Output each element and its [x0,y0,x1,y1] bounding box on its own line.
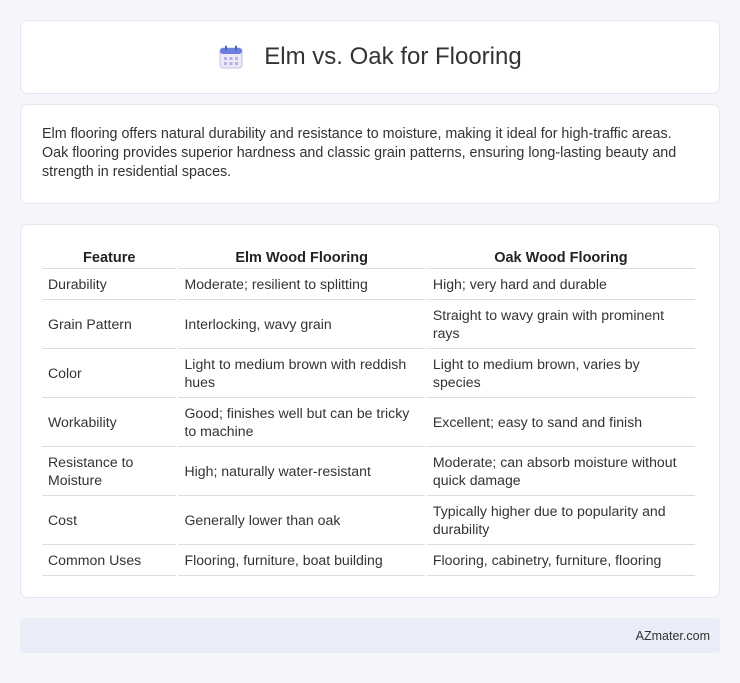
table-cell-feature: Color [42,349,176,398]
footer-brand: AZmater.com [635,628,710,643]
table-row [42,545,695,576]
table-header-row [42,245,695,269]
table-cell-feature: Resistance to Moisture [42,447,176,496]
table-cell-elm: High; naturally water-resistant [178,447,424,496]
table-cell-oak: Moderate; can absorb moisture without quick damage [427,447,695,496]
table-cell-elm: Flooring, furniture, boat building [178,545,424,576]
table-row [42,447,695,496]
table-cell-oak: Excellent; easy to sand and finish [427,398,695,447]
table-row [42,300,695,349]
column-header-oak: Oak Wood Flooring [427,245,695,269]
comparison-table-card [20,224,720,598]
table-cell-oak: Straight to wavy grain with prominent rays [427,300,695,349]
table-cell-feature: Durability [42,269,176,300]
footer [20,618,720,653]
table-row [42,398,695,447]
table-row [42,349,695,398]
table-cell-elm: Light to medium brown with reddish hues [178,349,424,398]
table-cell-oak: Light to medium brown, varies by species [427,349,695,398]
comparison-table [40,245,697,576]
table-cell-feature: Workability [42,398,176,447]
table-cell-feature: Common Uses [42,545,176,576]
table-cell-elm: Moderate; resilient to splitting [178,269,424,300]
table-row [42,269,695,300]
table-cell-elm: Generally lower than oak [178,496,424,545]
calendar-icon [218,44,244,70]
table-cell-elm: Good; finishes well but can be tricky to machine [178,398,424,447]
table-cell-elm: Interlocking, wavy grain [178,300,424,349]
table-cell-feature: Grain Pattern [42,300,176,349]
summary-card [20,104,720,204]
column-header-feature: Feature [42,245,176,269]
table-cell-oak: Flooring, cabinetry, furniture, flooring [427,545,695,576]
title-card [20,20,720,94]
summary-text: Elm flooring offers natural durability and resistance to moisture, making it ideal for high-traffic areas. Oak flooring provides superior hardness and classic grain patterns, ensuring long-lasting beauty and strength in residential spaces. [42,126,677,180]
page-title: Elm vs. Oak for Flooring [264,43,522,70]
table-cell-oak: Typically higher due to popularity and durability [427,496,695,545]
table-cell-feature: Cost [42,496,176,545]
table-row [42,496,695,545]
column-header-elm: Elm Wood Flooring [178,245,424,269]
table-cell-oak: High; very hard and durable [427,269,695,300]
